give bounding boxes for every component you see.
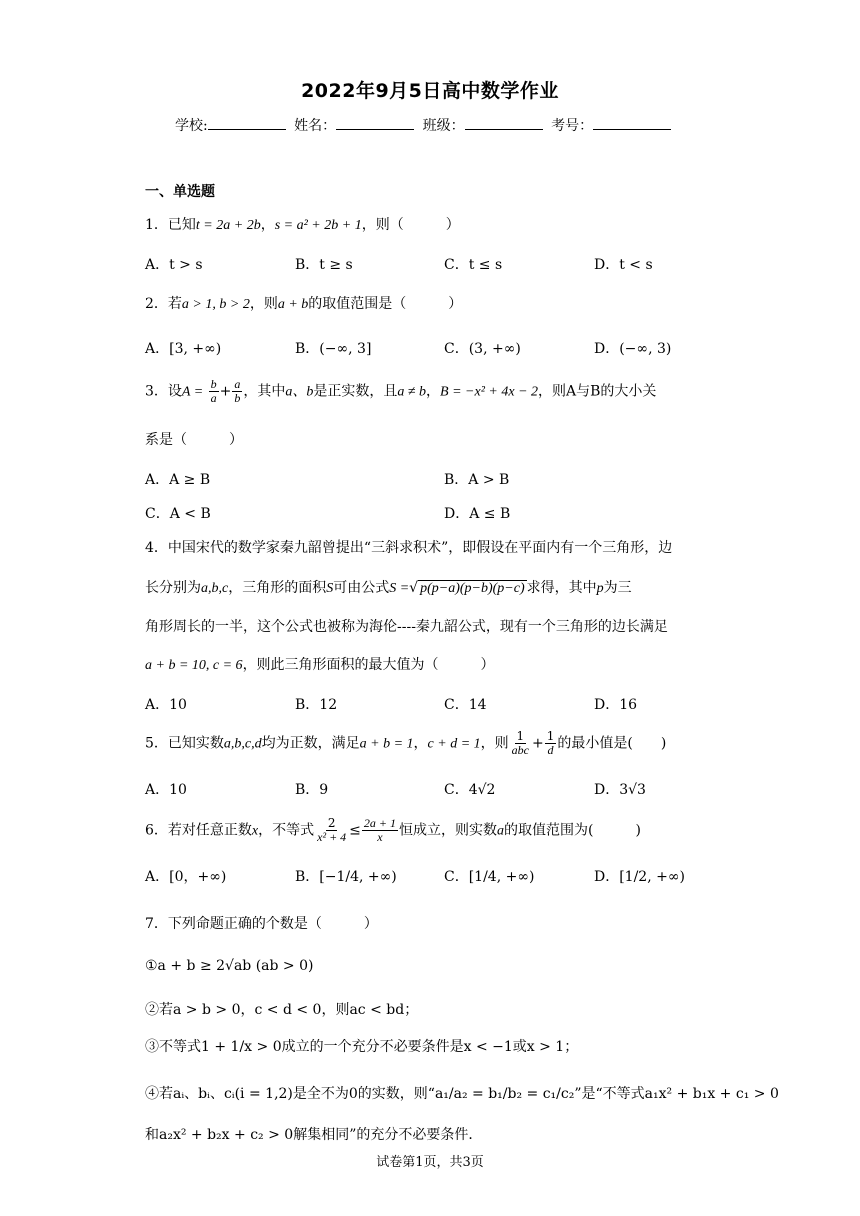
q6-fraction-2: $\frac{2a + 1}{x}$ [363,816,397,844]
q3-fraction-1: $\frac{b}{a}$ [210,377,217,405]
q7-statement-1: ①a + b ≥ 2√ab (ab > 0) [145,958,314,974]
q4-line-2: 长分别为a,b,c，三角形的面积S可由公式S =√ p(p−a)(p−b)(p−c) 求得，其中p为三 [145,580,632,596]
q1-option-b: B．t ≥ s [295,257,353,273]
q7-statement-4-cont: 和a₂x² + b₂x + c₂ > 0解集相同”的充分不必要条件． [145,1127,483,1143]
q3-mid2: 是正实数，且 [313,383,398,400]
q2-option-b: B．(−∞, 3] [295,341,372,357]
q5-vars: a,b,c,d [223,736,262,752]
name-blank [336,117,414,130]
q1-suffix: ，则（ ） [361,217,460,233]
q1-option-c: C．t ≤ s [444,257,503,273]
q1-prefix: 1．已知 [145,217,196,233]
q3-ab: a、b [285,384,314,400]
q1-sep: ， [260,217,275,233]
q3-lhs: A = [181,384,204,400]
exam-no-blank [593,117,671,130]
q7-statement-2: ②若a > b > 0，c < d < 0，则ac < bd； [145,1002,419,1018]
q2-option-a: A．[3, +∞) [145,341,222,357]
q4-line-4: a + b = 10, c = 6，则此三角形面积的最大值为（ ） [145,657,495,673]
page-title: 2022年9月5日高中数学作业 [301,80,559,102]
q3-option-b: B．A > B [444,472,510,488]
q3-prefix: 3．设 [145,383,182,400]
q7-stem: 7．下列命题正确的个数是（ ） [145,916,378,932]
q5-cond-2: c + d = 1 [427,736,481,752]
q7-statement-4: ④若aᵢ、bᵢ、cᵢ(i = 1,2)是全不为0的实数，则“a₁/a₂ = b₁/b₂ = c₁/c₂”是“不等式a₁x² + b₁x + c₁ > 0 [145,1086,779,1102]
q2-suffix: 的取值范围是（ ） [308,296,463,312]
q6-option-c: C．[1/4, +∞) [444,869,535,885]
q5-cond-1: a + b = 1 [359,736,414,752]
page-footer: 试卷第1页，共3页 [376,1155,484,1170]
q5-option-a: A．10 [145,782,187,798]
exam-no-label: 考号： [551,118,594,134]
q1-option-a: A．t > s [145,257,203,273]
q5-fraction-2: $\frac{1}{d}$ [546,729,555,757]
student-info-row [175,115,675,135]
q4-option-b: B．12 [295,697,338,713]
q6-option-b: B．[−1/4, +∞) [295,869,397,885]
q5-option-d: D．3√3 [594,782,646,798]
q4-line-3: 角形周长的一半，这个公式也被称为海伦----秦九韶公式，现有一个三角形的边长满足 [145,619,668,635]
q3-mid: ，其中 [243,383,286,400]
q2-prefix: 2．若 [145,296,182,312]
q4-option-a: A．10 [145,697,187,713]
q3-b-expr: B = −x² + 4x − 2 [440,384,539,400]
q4-line-1: 4．中国宋代的数学家秦九韶曾提出“三斜求积术”，即假设在平面内有一个三角形，边 [145,540,673,556]
question-3: 3．设A = $\frac{b}{a}$ + $\frac{a}{b}$ ，其中a、b是正实数，且a ≠ b，B = −x² + 4x − 2，则A与B的大小关 [145,377,657,405]
q2-expr2: a + b [277,297,309,312]
question-2 [145,293,462,313]
school-blank [208,117,286,130]
q3-option-c: C．A < B [145,506,211,522]
q2-option-d: D．(−∞, 3) [594,341,672,357]
q3-line-2: 系是（ ） [145,432,243,448]
name-label: 姓名： [294,118,337,134]
q3-option-a: A．A ≥ B [145,472,211,488]
section-title: 一、单选题 [145,184,215,200]
q4-formula-lhs: S = [389,581,410,596]
q4-formula-radicand: p(p−a)(p−b)(p−c) [420,581,525,596]
q3-neq: a ≠ b [397,384,427,400]
class-blank [465,117,543,130]
q4-option-d: D．16 [594,697,638,713]
q2-expr: a > 1, b > 2 [181,297,250,312]
q4-condition: a + b = 10, c = 6 [145,658,243,673]
q2-option-c: C．(3, +∞) [444,341,521,357]
q2-mid: ，则 [249,296,278,312]
q6-operator: ≤ [349,822,361,839]
q1-option-d: D．t < s [594,257,653,273]
q3-fraction-2: $\frac{a}{b}$ [234,377,241,405]
q1-expr-s: s = a² + 2b + 1 [274,218,362,233]
q7-statement-3: ③不等式1 + 1/x > 0成立的一个充分不必要条件是x < −1或x > 1； [145,1039,579,1055]
q1-expr-t: t = 2a + 2b [195,218,261,233]
q6-option-d: D．[1/2, +∞) [594,869,685,885]
q6-fraction-1: $\frac{2}{\text{x² + 4}}$ [317,816,347,844]
question-1 [145,214,460,234]
question-5: 5．已知实数a,b,c,d均为正数，满足a + b = 1，c + d = 1，则 $\frac{1}{\text{abc}}$ + $\frac{1}{d}$ 的最小值是( ) [145,729,667,757]
school-label: 学校: [175,118,208,134]
q3-plus: + [219,383,232,400]
q5-option-c: C．4√2 [444,782,496,798]
q4-sides: a,b,c [201,581,229,596]
q5-fraction-1: $\frac{1}{\text{abc}}$ [511,729,529,757]
q6-option-a: A．[0，+∞) [145,869,227,885]
q3-suffix: ，则A与B的大小关 [538,383,657,400]
q4-option-c: C．14 [444,697,487,713]
class-label: 班级： [422,118,465,134]
q5-option-b: B．9 [295,782,329,798]
question-6: 6．若对任意正数x，不等式 $\frac{2}{\text{x² + 4}}$ ≤ $\frac{2a + 1}{x}$ 恒成立，则实数a的取值范围为( ) [145,816,641,844]
q3-option-d: D．A ≤ B [444,506,511,522]
